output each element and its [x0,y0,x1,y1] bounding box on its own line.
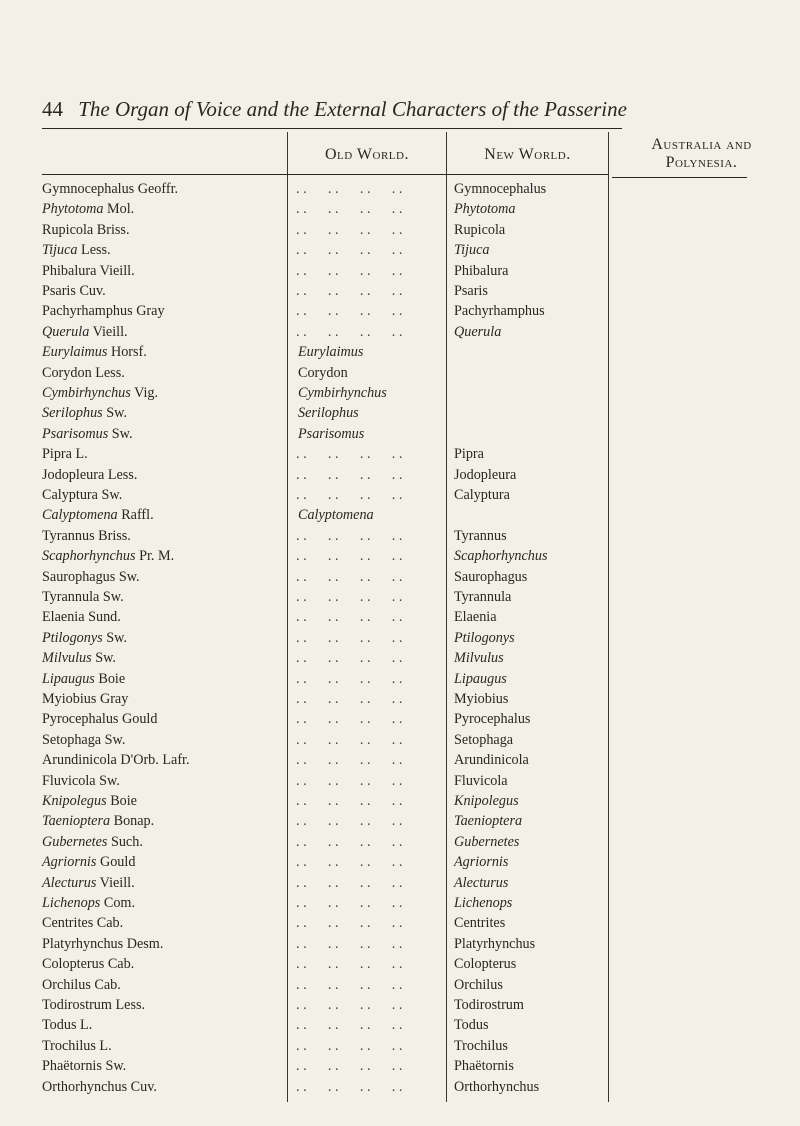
old-world-entry: Calyptomena [298,507,374,524]
table-row [0,933,800,955]
dot-leader: . . . . . . . . [296,466,403,483]
genus-author: L. [99,1037,112,1054]
dot-leader: . . . . . . . . [296,323,403,340]
dot-leader: . . . . . . . . [296,793,403,809]
table-row [0,912,800,934]
table-row [0,647,800,669]
new-world-entry: Jodopleura [454,466,517,483]
new-world-entry: Scaphorhynchus [454,548,548,565]
dot-leader: . . . . . . . . [296,976,403,993]
genus-entry [42,464,137,486]
genus-author: D'Orb. Lafr. [120,752,190,769]
dot-leader: . . . . . . . . [296,487,403,503]
genus-name: Saurophagus [42,568,116,585]
new-world-entry: Rupicola [454,221,506,238]
genus-name: Lichenops [42,895,101,911]
table-row [0,831,800,853]
genus-author: Sund. [88,609,121,626]
table-row [0,770,800,792]
genus-entry [42,402,127,424]
genus-author: Boie [110,793,137,809]
table-row [0,525,800,547]
table-row [0,627,800,649]
new-world-entry: Orchilus [454,976,503,993]
genus-name: Orthorhynchus [42,1078,128,1095]
genus-author: Cuv. [130,1078,157,1095]
genus-author: Such. [110,833,143,850]
dot-leader: . . . . . . . . [296,283,403,299]
genus-author: Gould [122,711,158,728]
dot-leader: . . . . . . . . [296,181,403,197]
new-world-entry: Alecturus [454,874,509,891]
genus-entry [42,260,135,282]
genus-entry [42,300,165,322]
new-world-entry: Trochilus [454,1037,508,1054]
new-world-entry: Arundinicola [454,752,529,769]
old-world-entry: Serilophus [298,405,359,422]
genus-author: Sw. [111,425,133,442]
new-world-entry: Lipaugus [454,670,507,687]
genus-name: Todus [42,1017,77,1034]
dot-leader: . . . . . . . . [296,935,403,952]
genus-name: Colopterus [42,956,105,973]
genus-name: Tijuca [42,242,78,259]
genus-entry [42,892,135,914]
dot-leader: . . . . . . . . [296,242,403,259]
genus-name: Phytotoma [42,201,104,218]
genus-entry [42,851,135,873]
table-row [0,790,800,812]
dot-leader: . . . . . . . . [296,527,403,544]
genus-name: Centrites [42,915,94,932]
genus-name: Corydon [42,364,92,381]
genus-entry [42,239,111,261]
genus-author: Cab. [96,915,124,932]
dot-leader: . . . . . . . . [296,854,403,871]
genus-author: Vieill. [92,323,128,340]
genus-entry [42,810,154,832]
genus-name: Psarisomus [42,425,109,442]
genus-entry [42,994,145,1016]
dot-leader: . . . . . . . . [296,303,403,320]
genus-entry [42,219,130,241]
genus-entry [42,198,134,220]
genus-author: Horsf. [110,344,147,361]
page-number: 44 [42,97,63,121]
genus-entry [42,974,121,996]
genus-entry [42,912,123,934]
dot-leader: . . . . . . . . [296,956,403,973]
genus-author: Mol. [107,201,135,218]
genus-name: Tyrannus [42,527,95,544]
dot-leader: . . . . . . . . [296,895,403,911]
genus-entry [42,729,125,751]
genus-entry [42,647,116,669]
table-row [0,341,800,363]
table-row [0,402,800,424]
genus-author: Sw. [99,772,120,789]
dot-leader: . . . . . . . . [296,568,403,585]
column-header-australia-line1: Australia and [651,136,752,153]
new-world-entry: Colopterus [454,956,517,973]
genus-name: Myiobius [42,691,97,707]
table-row [0,300,800,322]
genus-entry [42,872,135,894]
column-header-new-world: New World. [484,146,571,163]
table-row [0,994,800,1016]
table-row [0,443,800,465]
new-world-entry: Tyrannula [454,589,512,605]
new-world-entry: Milvulus [454,650,504,667]
new-world-entry: Elaenia [454,609,497,626]
table-row [0,974,800,996]
table-row [0,1035,800,1057]
table-row [0,708,800,730]
new-world-entry: Agriornis [454,854,509,871]
table-row [0,668,800,690]
genus-author: Gould [99,854,136,871]
dot-leader: . . . . . . . . [296,711,403,728]
table-row [0,851,800,873]
dot-leader: . . . . . . . . [296,1037,403,1054]
new-world-entry: Pipra [454,446,484,463]
genus-name: Platyrhynchus [42,935,124,952]
genus-entry [42,504,154,526]
dot-leader: . . . . . . . . [296,1078,403,1095]
genus-name: Tyrannula [42,589,100,605]
column-header-australia [609,136,794,172]
genus-name: Trochilus [42,1037,96,1054]
new-world-entry: Knipolegus [454,793,519,809]
genus-author: Vieill. [99,874,135,891]
genus-name: Calyptura [42,487,98,503]
old-world-entry: Psarisomus [298,425,365,442]
genus-entry [42,1035,112,1057]
new-world-entry: Tyrannus [454,527,507,544]
genus-name: Lipaugus [42,670,95,687]
genus-entry [42,1055,126,1077]
genus-author: Sw. [101,487,123,503]
genus-author: Boie [98,670,126,687]
dot-leader: . . . . . . . . [296,589,403,605]
genus-author: Vig. [134,385,159,401]
genus-author: L. [80,1017,93,1034]
genus-entry [42,749,190,771]
table-row [0,280,800,302]
genus-author: L. [75,446,88,463]
genus-entry [42,627,127,649]
table-row [0,362,800,384]
genus-name: Setophaga [42,731,102,748]
genus-entry [42,1076,157,1098]
dot-leader: . . . . . . . . [296,915,403,932]
genus-entry [42,953,134,975]
new-world-entry: Gubernetes [454,833,520,850]
genus-author: Com. [103,895,136,911]
genus-name: Calyptomena [42,507,118,524]
genus-entry [42,770,120,792]
genus-entry [42,566,140,588]
column-header-old-world: Old World. [325,146,409,163]
genus-name: Eurylaimus [42,344,108,361]
old-world-entry: Cymbirhynchus [298,385,387,401]
dot-leader: . . . . . . . . [296,874,403,891]
new-world-entry: Gymnocephalus [454,181,547,197]
genus-name: Psaris [42,283,76,299]
new-world-entry: Centrites [454,915,506,932]
genus-entry [42,708,157,730]
genus-entry [42,790,137,812]
genus-name: Orchilus [42,976,91,993]
dot-leader: . . . . . . . . [296,262,403,279]
table-row [0,504,800,526]
dot-leader: . . . . . . . . [296,772,403,789]
genus-name: Phaëtornis [42,1058,102,1075]
genus-name: Scaphorhynchus [42,548,136,565]
genus-entry [42,545,174,567]
genus-author: Sw. [118,568,140,585]
genus-entry [42,831,143,853]
genus-name: Agriornis [42,854,97,871]
dot-leader: . . . . . . . . [296,548,403,565]
genus-entry [42,341,147,363]
genus-name: Cymbirhynchus [42,385,131,401]
table-row [0,423,800,445]
genus-name: Elaenia [42,609,85,626]
genus-author: Cab. [94,976,121,993]
genus-entry [42,688,128,710]
new-world-entry: Todus [454,1017,489,1034]
genus-entry [42,280,106,302]
genus-entry [42,382,158,404]
genus-name: Alecturus [42,874,97,891]
genus-author: Cuv. [79,283,106,299]
genus-entry [42,423,133,445]
new-world-entry: Fluvicola [454,772,508,789]
genus-entry [42,362,125,384]
genus-entry [42,178,178,200]
table-row [0,1076,800,1098]
table-row [0,872,800,894]
new-world-entry: Phaëtornis [454,1058,514,1075]
table-row [0,810,800,832]
genus-author: Cab. [107,956,135,973]
genus-entry [42,443,88,465]
table-row [0,688,800,710]
genus-author: Briss. [96,221,130,238]
page-title: The Organ of Voice and the External Characters of the Passerine [78,97,627,121]
table-row [0,239,800,261]
genus-name: Jodopleura [42,466,105,483]
new-world-entry: Querula [454,323,502,340]
genus-entry [42,933,163,955]
dot-leader: . . . . . . . . [296,1017,403,1034]
table-row [0,382,800,404]
table-row [0,566,800,588]
new-world-entry: Myiobius [454,691,509,707]
table-row [0,1055,800,1077]
genus-name: Todirostrum [42,997,112,1013]
new-world-entry: Calyptura [454,487,510,503]
dot-leader: . . . . . . . . [296,691,403,707]
table-row [0,484,800,506]
genus-author: Sw. [106,405,128,422]
new-world-entry: Phytotoma [454,201,516,218]
table-row [0,178,800,200]
genus-author: Sw. [105,1058,127,1075]
new-world-entry: Pyrocephalus [454,711,531,728]
genus-entry [42,321,128,343]
column-header-australia-line2: Polynesia. [665,154,738,171]
new-world-entry: Pachyrhamphus [454,303,545,320]
dot-leader: . . . . . . . . [296,833,403,850]
genus-name: Taenioptera [42,813,111,830]
genus-name: Knipolegus [42,793,107,809]
genus-name: Gubernetes [42,833,108,850]
dot-leader: . . . . . . . . [296,813,403,830]
dot-leader: . . . . . . . . [296,629,403,646]
old-world-entry: Corydon [298,364,348,381]
new-world-entry: Platyrhynchus [454,935,536,952]
new-world-entry: Saurophagus [454,568,528,585]
dot-leader: . . . . . . . . [296,446,403,463]
genus-author: Sw. [104,731,126,748]
genus-author: Sw. [102,589,124,605]
dot-leader: . . . . . . . . [296,201,403,218]
genus-entry [42,606,121,628]
genus-author: Bonap. [113,813,155,830]
genus-author: Geoffr. [137,181,179,197]
table-row [0,953,800,975]
genus-name: Ptilogonys [42,629,103,646]
new-world-entry: Ptilogonys [454,629,515,646]
table-row [0,321,800,343]
header-rule [42,128,622,129]
new-world-entry: Taenioptera [454,813,523,830]
genus-author: Vieill. [99,262,135,279]
dot-leader: . . . . . . . . [296,609,403,626]
new-world-entry: Setophaga [454,731,514,748]
genus-name: Arundinicola [42,752,117,769]
genus-entry [42,1014,92,1036]
running-header [42,96,782,122]
genus-name: Phibalura [42,262,97,279]
genus-author: Pr. M. [139,548,175,565]
dot-leader: . . . . . . . . [296,1058,403,1075]
genus-author: Less. [107,466,138,483]
genus-entry [42,484,122,506]
new-world-entry: Orthorhynchus [454,1078,540,1095]
new-world-entry: Psaris [454,283,488,299]
genus-author: Less. [81,242,111,259]
genus-name: Pachyrhamphus [42,303,133,320]
genus-author: Raffl. [121,507,154,524]
table-row [0,606,800,628]
genus-author: Less. [95,364,125,381]
genus-name: Milvulus [42,650,92,667]
genus-name: Pyrocephalus [42,711,119,728]
table-row [0,219,800,241]
column-header-rule [42,174,608,175]
genus-name: Pipra [42,446,72,463]
dot-leader: . . . . . . . . [296,731,403,748]
genus-author: Sw. [106,629,127,646]
dot-leader: . . . . . . . . [296,221,403,238]
genus-author: Less. [115,997,146,1013]
new-world-entry: Todirostrum [454,997,524,1013]
genus-author: Sw. [95,650,116,667]
genus-author: Briss. [98,527,131,544]
old-world-entry: Eurylaimus [298,344,364,361]
new-world-entry: Lichenops [454,895,513,911]
genus-author: Gray [136,303,165,320]
genus-entry [42,525,131,547]
table-row [0,545,800,567]
genus-name: Serilophus [42,405,103,422]
genus-author: Desm. [126,935,164,952]
genus-entry [42,586,124,608]
table-row [0,749,800,771]
genus-entry [42,668,125,690]
dot-leader: . . . . . . . . [296,650,403,667]
new-world-entry: Tijuca [454,242,490,259]
genus-name: Querula [42,323,90,340]
new-world-entry: Phibalura [454,262,509,279]
dot-leader: . . . . . . . . [296,752,403,769]
table-row [0,892,800,914]
dot-leader: . . . . . . . . [296,670,403,687]
table-row [0,198,800,220]
genus-name: Fluvicola [42,772,96,789]
genus-author: Gray [99,691,129,707]
dot-leader: . . . . . . . . [296,997,403,1013]
table-row [0,586,800,608]
table-row [0,260,800,282]
genus-name: Gymnocephalus [42,181,135,197]
table-row [0,729,800,751]
table-row [0,464,800,486]
genus-name: Rupicola [42,221,94,238]
table-row [0,1014,800,1036]
